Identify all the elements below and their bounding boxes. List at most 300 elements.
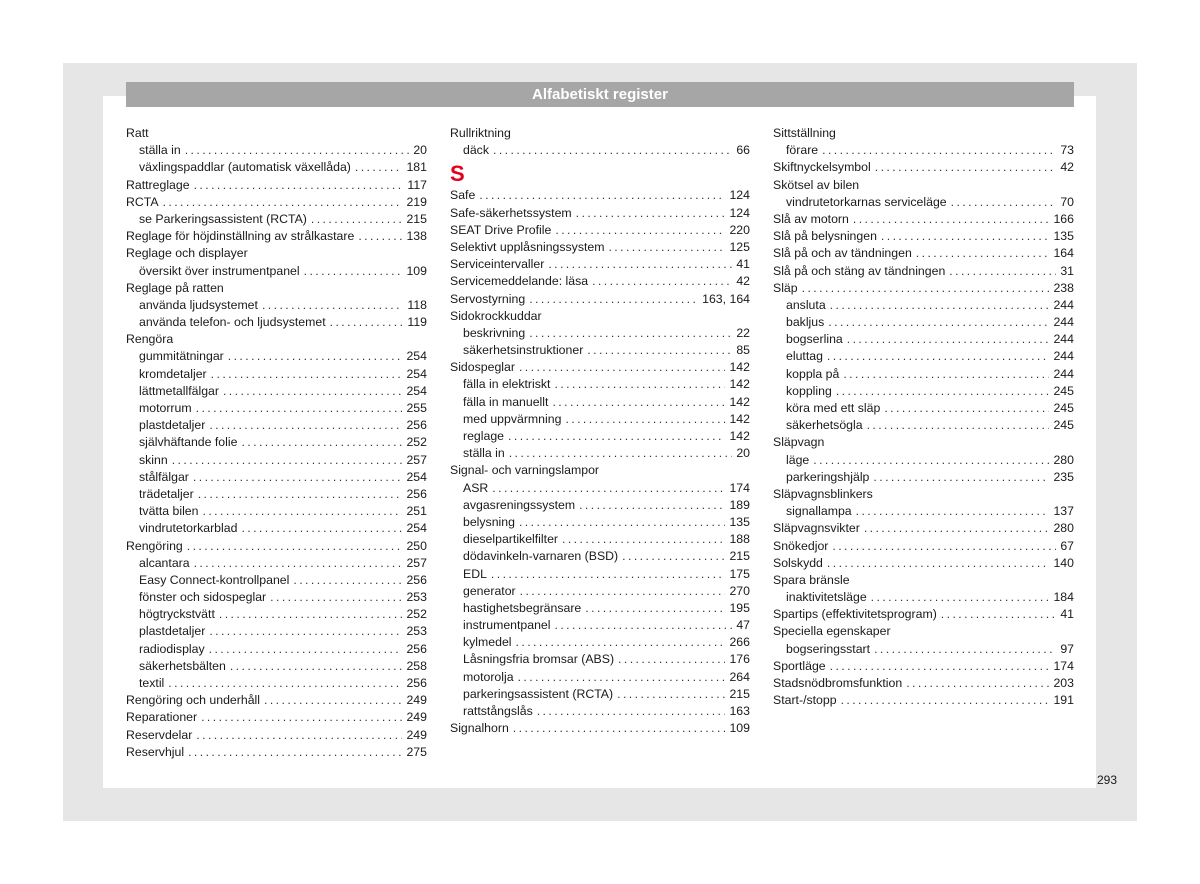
leader-dots — [906, 675, 1049, 692]
index-entry — [126, 538, 427, 555]
index-page-ref: 70 — [1060, 194, 1074, 209]
index-entry — [773, 228, 1074, 245]
index-page-ref: 175 — [729, 566, 750, 581]
index-term: plastdetaljer — [139, 624, 206, 639]
index-subentry — [773, 641, 1074, 658]
leader-dots — [172, 452, 403, 469]
index-term: Signal- och varningslampor — [450, 463, 600, 478]
index-subentry — [450, 376, 750, 393]
index-page-ref: 219 — [406, 194, 427, 209]
index-letter-heading: S — [450, 161, 465, 187]
index-page-ref: 244 — [1053, 297, 1074, 312]
index-entry — [450, 359, 750, 376]
index-term: kylmedel — [463, 635, 512, 650]
index-term: Spartips (effektivitetsprogram) — [773, 607, 937, 622]
index-term: Slå på och stäng av tändningen — [773, 263, 946, 278]
index-term: ställa in — [463, 446, 505, 461]
index-term: Signalhorn — [450, 721, 509, 736]
index-column-3 — [773, 125, 1074, 709]
leader-dots — [519, 514, 726, 531]
leader-dots — [355, 159, 403, 176]
index-term: bogserlina — [786, 332, 843, 347]
index-page-ref: 275 — [406, 744, 427, 759]
leader-dots — [552, 394, 725, 411]
index-page-ref: 256 — [406, 418, 427, 433]
leader-dots — [513, 720, 726, 737]
leader-dots — [562, 531, 725, 548]
index-term: Reglage och displayer — [126, 246, 248, 261]
leader-dots — [163, 194, 403, 211]
leader-dots — [830, 658, 1050, 675]
index-term: radiodisplay — [139, 641, 205, 656]
index-term: Reglage för höjdinställning av strålkastare — [126, 229, 355, 244]
index-subentry — [450, 634, 750, 651]
index-page-ref: 251 — [406, 504, 427, 519]
leader-dots — [813, 452, 1049, 469]
index-page-ref: 249 — [406, 710, 427, 725]
index-subentry — [450, 531, 750, 548]
index-subentry — [450, 566, 750, 583]
leader-dots — [492, 480, 725, 497]
index-page-ref: 42 — [736, 274, 750, 289]
index-page-ref: 109 — [729, 721, 750, 736]
index-term: fälla in manuellt — [463, 394, 549, 409]
index-subentry — [126, 572, 427, 589]
index-page-ref: 256 — [406, 486, 427, 501]
index-page-ref: 220 — [729, 222, 750, 237]
leader-dots — [828, 314, 1049, 331]
index-subentry — [126, 434, 427, 451]
index-term: Servicemeddelande: läsa — [450, 274, 589, 289]
leader-dots — [847, 331, 1050, 348]
leader-dots — [830, 297, 1050, 314]
leader-dots — [836, 383, 1050, 400]
index-page-ref: 256 — [406, 572, 427, 587]
index-entry — [773, 245, 1074, 262]
index-term: Slå på belysningen — [773, 229, 877, 244]
index-page-ref: 215 — [406, 211, 427, 226]
index-subentry — [126, 417, 427, 434]
index-term: instrumentpanel — [463, 618, 551, 633]
leader-dots — [555, 617, 733, 634]
index-page-ref: 135 — [729, 514, 750, 529]
index-subentry — [773, 452, 1074, 469]
index-page-ref: 253 — [406, 624, 427, 639]
index-subentry — [450, 428, 750, 445]
index-subentry — [450, 600, 750, 617]
leader-dots — [168, 675, 402, 692]
leader-dots — [622, 548, 725, 565]
index-term: med uppvärmning — [463, 411, 562, 426]
index-term: Safe-säkerhetssystem — [450, 205, 572, 220]
index-subentry — [773, 383, 1074, 400]
index-subentry — [126, 469, 427, 486]
index-page-ref: 249 — [406, 727, 427, 742]
index-subentry — [126, 211, 427, 228]
leader-dots — [293, 572, 402, 589]
index-subentry — [126, 383, 427, 400]
index-entry — [450, 256, 750, 273]
index-column-2 — [450, 125, 750, 737]
index-page-ref: 203 — [1053, 676, 1074, 690]
leader-dots — [871, 589, 1050, 606]
index-page-ref: 41 — [1060, 607, 1074, 622]
index-term: Ratt — [126, 126, 149, 140]
index-page-ref: 256 — [406, 641, 427, 656]
leader-dots — [587, 342, 732, 359]
index-subentry — [450, 514, 750, 531]
index-page-ref: 124 — [729, 205, 750, 220]
index-page-ref: 119 — [407, 315, 427, 330]
index-entry — [773, 623, 1074, 640]
index-page-ref: 250 — [406, 538, 427, 553]
leader-dots — [519, 359, 726, 376]
leader-dots — [196, 400, 403, 417]
leader-dots — [548, 256, 732, 273]
index-page-ref: 249 — [406, 693, 427, 708]
index-page-ref: 238 — [1053, 280, 1074, 295]
index-page-ref: 254 — [406, 349, 427, 364]
index-page-ref: 244 — [1053, 332, 1074, 347]
index-subentry — [126, 314, 427, 331]
index-page-ref: 20 — [736, 446, 750, 461]
index-subentry — [126, 555, 427, 572]
index-term: dödavinkeln-varnaren (BSD) — [463, 549, 619, 564]
index-page-ref: 184 — [1053, 590, 1074, 605]
leader-dots — [853, 211, 1050, 228]
leader-dots — [219, 606, 403, 623]
index-page-ref: 255 — [406, 401, 427, 415]
leader-dots — [509, 445, 733, 462]
index-page-ref: 264 — [729, 669, 750, 684]
leader-dots — [479, 187, 725, 204]
index-term: avgasreningssystem — [463, 497, 576, 512]
index-term: Rattreglage — [126, 177, 190, 192]
leader-dots — [262, 297, 403, 314]
index-page-ref: 142 — [729, 360, 750, 375]
leader-dots — [884, 400, 1049, 417]
index-page-ref: 253 — [406, 590, 427, 605]
leader-dots — [491, 566, 726, 583]
leader-dots — [211, 366, 403, 383]
index-page-ref: 140 — [1053, 555, 1074, 570]
index-subentry — [450, 394, 750, 411]
index-term: fälla in elektriskt — [463, 377, 551, 392]
index-subentry — [126, 675, 427, 692]
index-entry — [773, 692, 1074, 709]
leader-dots — [873, 469, 1049, 486]
index-term: ansluta — [786, 297, 826, 312]
index-entry — [450, 308, 750, 325]
index-subentry — [126, 641, 427, 658]
index-term: motorolja — [463, 669, 514, 684]
index-term: ställa in — [139, 143, 181, 158]
index-term: Slå av motorn — [773, 211, 849, 226]
leader-dots — [516, 634, 726, 651]
index-subentry — [773, 348, 1074, 365]
index-term: EDL — [463, 566, 487, 581]
index-term: belysning — [463, 514, 515, 529]
leader-dots — [508, 428, 725, 445]
index-page-ref: 163 — [729, 704, 750, 718]
index-subentry — [773, 297, 1074, 314]
index-subentry — [450, 142, 750, 159]
leader-dots — [874, 641, 1056, 658]
index-page-ref: 47 — [736, 618, 750, 633]
index-page-ref: 257 — [406, 555, 427, 570]
index-subentry — [450, 651, 750, 668]
index-subentry — [126, 366, 427, 383]
index-entry — [773, 280, 1074, 297]
index-entry — [450, 462, 750, 479]
index-entry — [126, 194, 427, 211]
index-page-ref: 235 — [1053, 469, 1074, 484]
index-page-ref: 280 — [1053, 452, 1074, 467]
index-page-ref: 245 — [1053, 401, 1074, 415]
leader-dots — [518, 669, 726, 686]
index-subentry — [126, 297, 427, 314]
index-term: inaktivitetsläge — [786, 590, 867, 605]
index-page-ref: 252 — [406, 435, 427, 450]
index-page-ref: 254 — [406, 521, 427, 536]
index-page-ref: 125 — [729, 239, 750, 254]
index-term: tvätta bilen — [139, 504, 199, 519]
index-page-ref: 254 — [406, 469, 427, 484]
leader-dots — [201, 709, 402, 726]
leader-dots — [585, 600, 725, 617]
index-page-ref: 181 — [406, 160, 427, 175]
index-term: Släpvagn — [773, 435, 825, 450]
index-entry — [126, 177, 427, 194]
index-term: Rengöra — [126, 332, 174, 347]
leader-dots — [841, 692, 1050, 709]
index-page-ref: 164 — [1053, 246, 1074, 261]
leader-dots — [209, 641, 403, 658]
index-subentry — [773, 400, 1074, 417]
index-entry — [450, 273, 750, 290]
leader-dots — [529, 325, 732, 342]
leader-dots — [264, 692, 402, 709]
leader-dots — [951, 194, 1057, 211]
index-entry — [773, 520, 1074, 537]
leader-dots — [194, 177, 404, 194]
leader-dots — [196, 727, 402, 744]
index-term: Reglage på ratten — [126, 280, 224, 295]
index-page-ref: 257 — [406, 452, 427, 467]
index-subentry — [450, 548, 750, 565]
index-entry — [773, 177, 1074, 194]
index-subentry — [450, 583, 750, 600]
index-term: hastighetsbegränsare — [463, 600, 582, 615]
index-entry — [126, 125, 427, 142]
index-page-ref: 97 — [1060, 641, 1074, 656]
index-term: Selektivt upplåsningssystem — [450, 239, 605, 254]
leader-dots — [617, 686, 725, 703]
leader-dots — [188, 744, 402, 761]
leader-dots — [358, 228, 402, 245]
leader-dots — [555, 222, 725, 239]
index-term: fönster och sidospeglar — [139, 590, 267, 605]
index-subentry — [126, 159, 427, 176]
leader-dots — [592, 273, 732, 290]
leader-dots — [949, 263, 1056, 280]
index-subentry — [773, 503, 1074, 520]
index-term: köra med ett släp — [786, 401, 881, 415]
leader-dots — [311, 211, 403, 228]
leader-dots — [843, 366, 1049, 383]
index-subentry — [773, 331, 1074, 348]
index-page-ref: 109 — [406, 263, 427, 278]
index-term: Sittställning — [773, 126, 836, 140]
index-entry — [450, 205, 750, 222]
leader-dots — [230, 658, 403, 675]
index-term: Safe — [450, 188, 476, 203]
index-subentry — [126, 452, 427, 469]
index-subentry — [450, 617, 750, 634]
index-term: Stadsnödbromsfunktion — [773, 676, 903, 690]
index-term: Reservhjul — [126, 744, 185, 759]
index-page-ref: 166 — [1053, 211, 1074, 226]
index-page-ref: 117 — [407, 177, 427, 192]
index-term: däck — [463, 143, 489, 158]
index-term: använda telefon- och ljudsystemet — [139, 315, 326, 330]
index-entry — [773, 486, 1074, 503]
index-term: vindrutetorkarblad — [139, 521, 238, 536]
index-term: Solskydd — [773, 555, 823, 570]
index-term: alcantara — [139, 555, 190, 570]
leader-dots — [875, 159, 1057, 176]
index-subentry — [126, 348, 427, 365]
leader-dots — [941, 606, 1057, 623]
leader-dots — [579, 497, 725, 514]
index-page-ref: 142 — [729, 394, 750, 409]
index-term: generator — [463, 583, 516, 598]
index-page-ref: 191 — [1053, 693, 1074, 708]
index-subentry — [126, 142, 427, 159]
index-page-ref: 118 — [407, 297, 427, 312]
leader-dots — [228, 348, 403, 365]
index-term: Start-/stopp — [773, 693, 837, 708]
index-term: trädetaljer — [139, 486, 194, 501]
index-term: säkerhetsinstruktioner — [463, 343, 584, 358]
index-term: SEAT Drive Profile — [450, 222, 552, 237]
index-page-ref: 174 — [729, 480, 750, 495]
index-page-ref: 258 — [406, 658, 427, 673]
index-term: Låsningsfria bromsar (ABS) — [463, 652, 615, 667]
leader-dots — [270, 589, 402, 606]
index-subentry — [773, 314, 1074, 331]
leader-dots — [565, 411, 725, 428]
index-entry — [126, 245, 427, 262]
index-page-ref: 163, 164 — [702, 291, 750, 306]
index-term: Släpvagnsvikter — [773, 521, 860, 536]
index-entry — [126, 709, 427, 726]
index-entry — [773, 434, 1074, 451]
leader-dots — [185, 142, 410, 159]
index-term: högtryckstvätt — [139, 607, 215, 622]
index-term: Snökedjor — [773, 538, 829, 553]
index-subentry — [450, 669, 750, 686]
index-term: Sidokrockkuddar — [450, 308, 542, 323]
index-subentry — [450, 411, 750, 428]
leader-dots — [576, 205, 726, 222]
index-term: Rengöring — [126, 538, 183, 553]
index-subentry — [126, 623, 427, 640]
index-page-ref: 42 — [1060, 160, 1074, 175]
index-term: säkerhetsögla — [786, 418, 863, 433]
index-page-ref: 176 — [729, 652, 750, 667]
index-entry — [126, 744, 427, 761]
leader-dots — [867, 417, 1050, 434]
index-term: motorrum — [139, 401, 192, 415]
index-term: plastdetaljer — [139, 418, 206, 433]
index-term: reglage — [463, 429, 505, 443]
index-term: gummitätningar — [139, 349, 224, 364]
index-term: bogseringsstart — [786, 641, 871, 656]
index-page-ref: 252 — [406, 607, 427, 622]
index-term: självhäftande folie — [139, 435, 238, 450]
index-entry — [450, 291, 750, 308]
leader-dots — [241, 434, 402, 451]
leader-dots — [822, 142, 1056, 159]
index-page-ref: 73 — [1060, 143, 1074, 158]
index-entry — [773, 538, 1074, 555]
index-entry — [126, 692, 427, 709]
index-term: Spara bränsle — [773, 572, 850, 587]
index-page-ref: 66 — [736, 143, 750, 158]
leader-dots — [827, 348, 1050, 365]
index-entry — [126, 280, 427, 297]
index-page-ref: 244 — [1053, 349, 1074, 364]
leader-dots — [832, 538, 1056, 555]
index-term: RCTA — [126, 194, 159, 209]
index-page-ref: 138 — [406, 229, 427, 244]
leader-dots — [202, 503, 402, 520]
index-term: Skötsel av bilen — [773, 177, 860, 192]
index-subentry — [773, 417, 1074, 434]
index-subentry — [450, 497, 750, 514]
index-subentry — [126, 520, 427, 537]
leader-dots — [916, 245, 1050, 262]
leader-dots — [856, 503, 1050, 520]
index-page-ref: 256 — [406, 676, 427, 690]
leader-dots — [209, 623, 402, 640]
index-term: skinn — [139, 452, 168, 467]
index-subentry — [450, 686, 750, 703]
index-subentry — [126, 263, 427, 280]
index-subentry — [773, 194, 1074, 211]
index-term: Speciella egenskaper — [773, 624, 891, 639]
index-page-ref: 142 — [729, 429, 750, 443]
leader-dots — [198, 486, 403, 503]
index-entry — [773, 606, 1074, 623]
index-entry — [450, 125, 750, 142]
leader-dots — [608, 239, 725, 256]
index-term: koppling — [786, 383, 832, 398]
index-subentry — [126, 400, 427, 417]
index-term: Skiftnyckelsymbol — [773, 160, 871, 175]
index-entry — [126, 331, 427, 348]
index-term: Släpvagnsblinkers — [773, 486, 873, 501]
index-subentry — [773, 366, 1074, 383]
index-term: Reparationer — [126, 710, 198, 725]
index-page-ref: 245 — [1053, 383, 1074, 398]
leader-dots — [537, 703, 726, 720]
index-entry — [773, 211, 1074, 228]
index-term: beskrivning — [463, 325, 526, 340]
leader-dots — [881, 228, 1050, 245]
page-number: 293 — [1097, 773, 1118, 787]
